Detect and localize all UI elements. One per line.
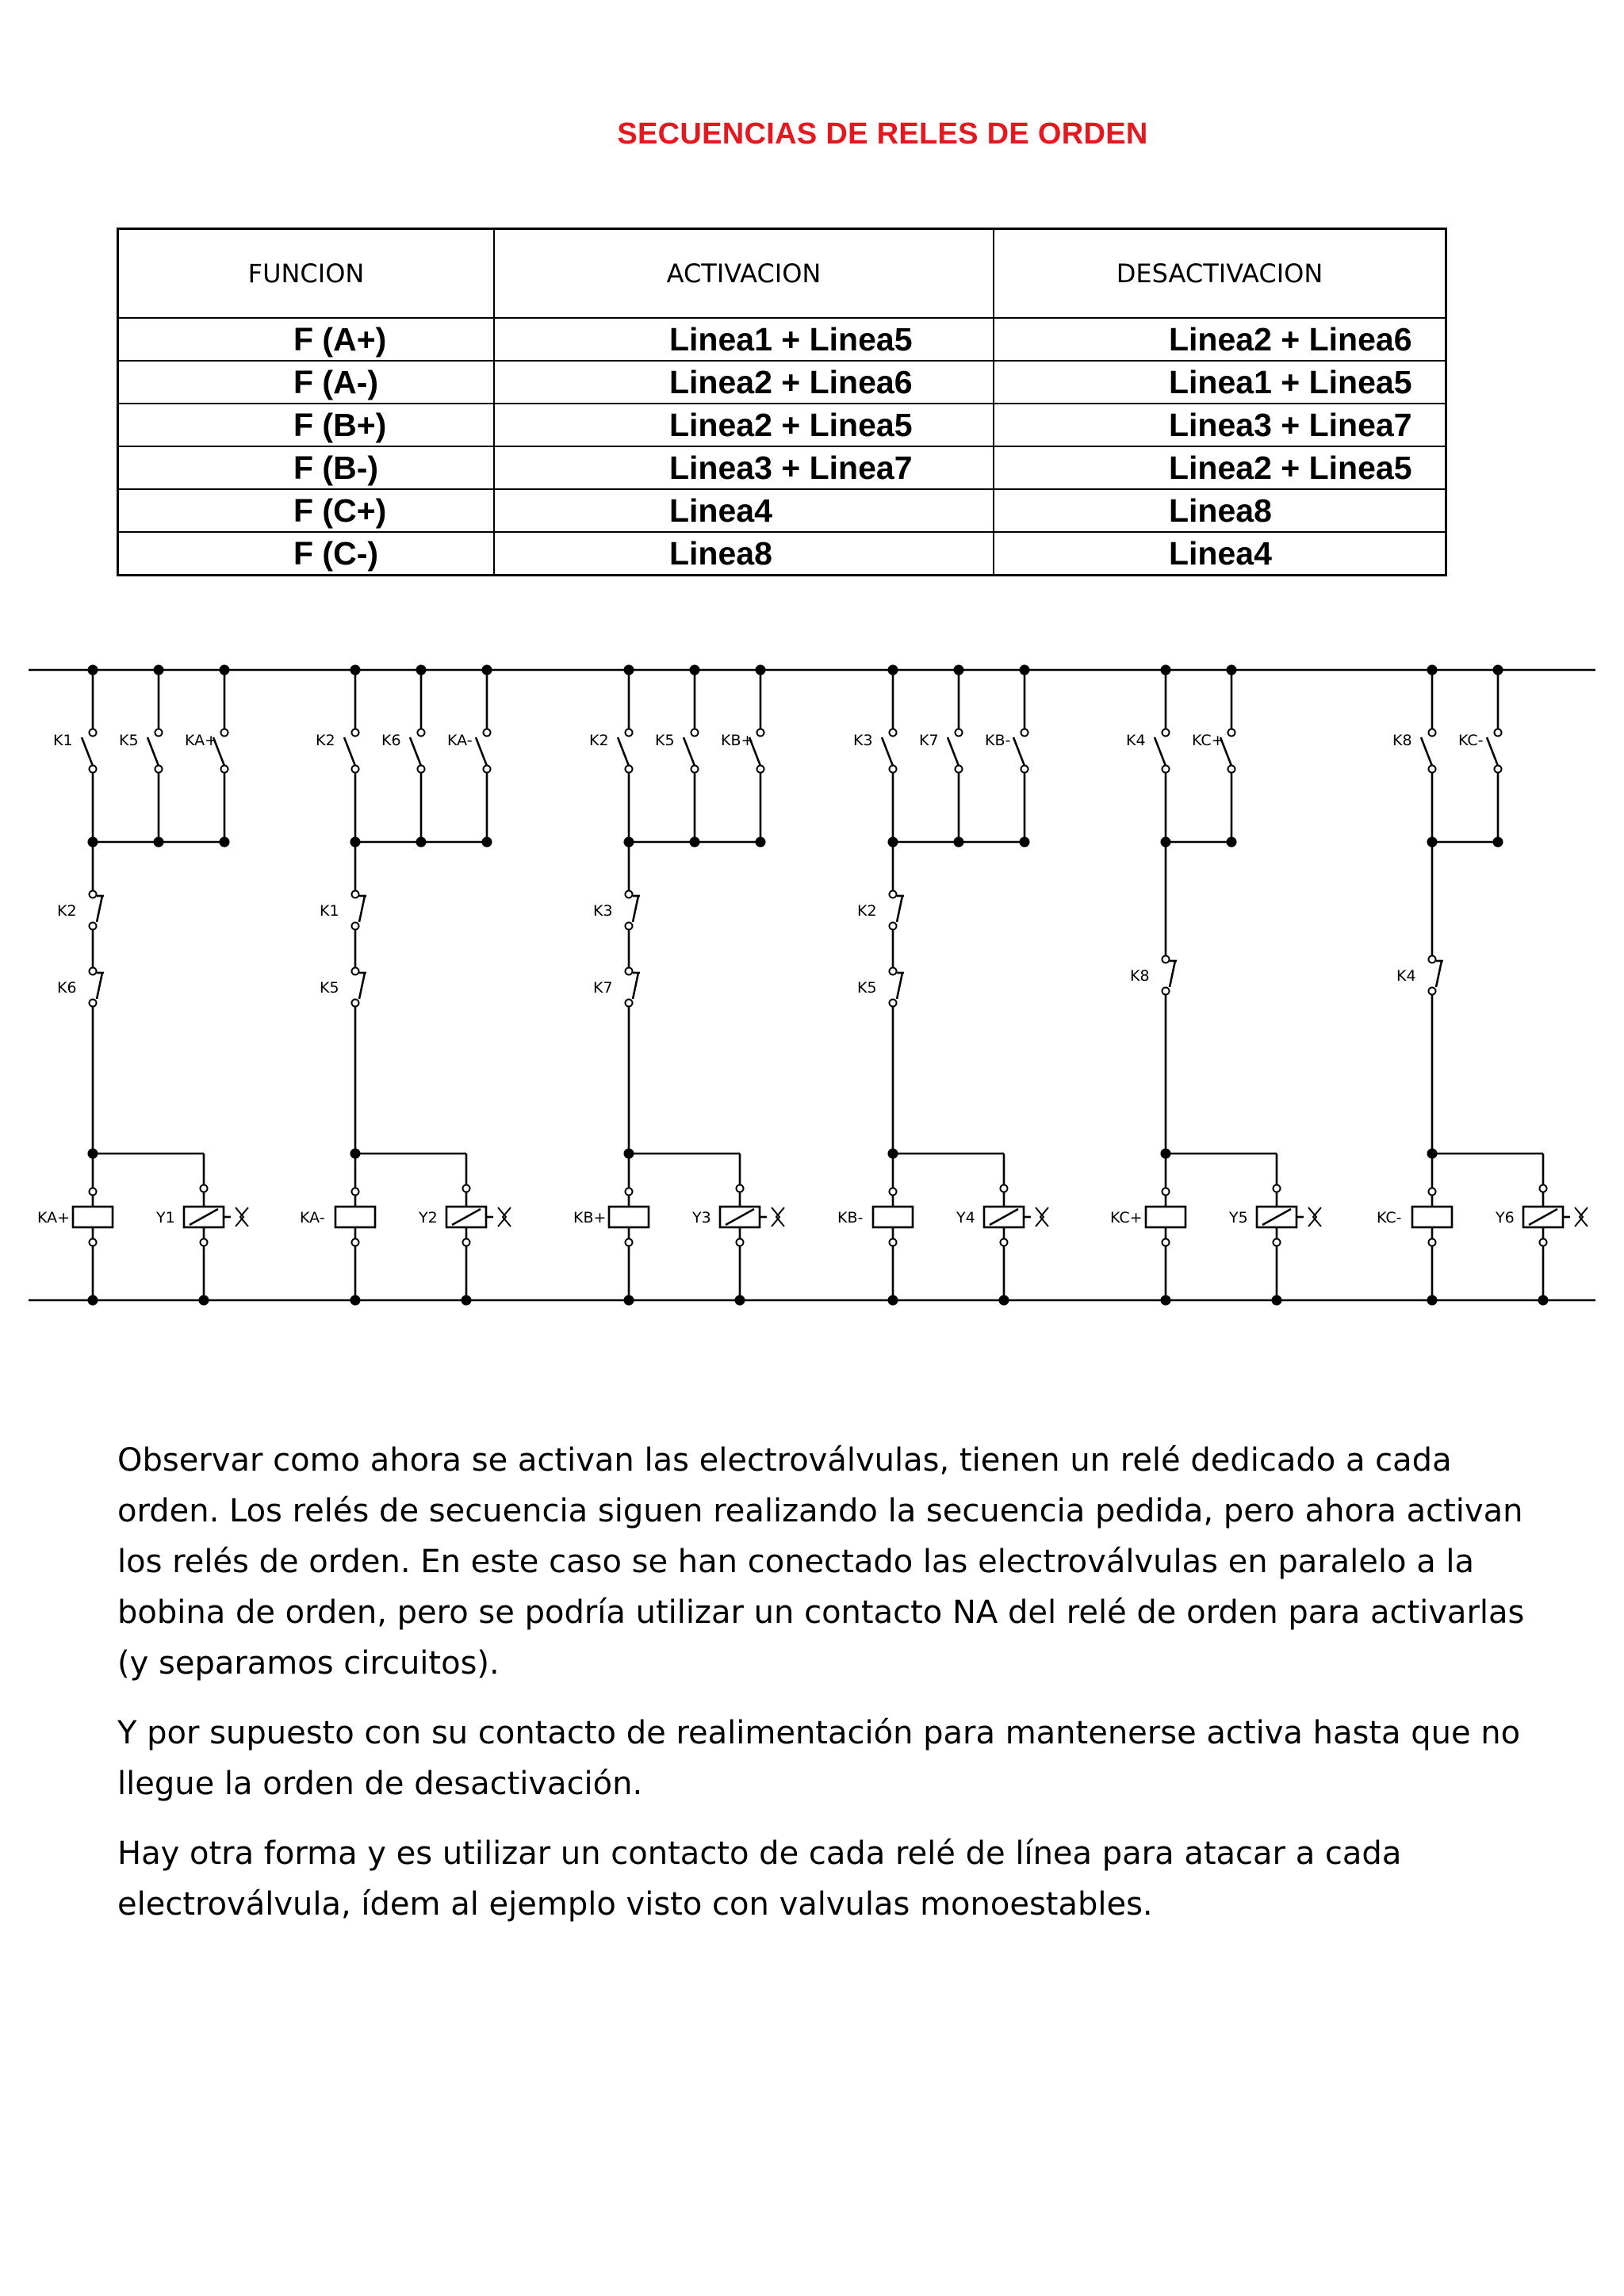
component-label: Y2 (419, 1209, 438, 1226)
component-label: KB- (985, 732, 1011, 749)
activacion-cell: Linea3 + Linea7 (494, 446, 994, 489)
component-label: KC+ (1192, 732, 1224, 749)
terminal (352, 766, 359, 773)
nc-contact-blade (359, 896, 365, 922)
valve-actuator-symbol (1308, 1207, 1321, 1226)
terminal (90, 968, 97, 975)
terminal (352, 1000, 359, 1007)
terminal (1001, 1185, 1008, 1192)
terminal (890, 1239, 897, 1246)
terminal (890, 1000, 897, 1007)
component-label: KC- (1377, 1209, 1402, 1226)
nc-contact-blade (97, 896, 102, 922)
terminal (1274, 1239, 1281, 1246)
terminal (1162, 988, 1170, 995)
relay-coil (1412, 1207, 1452, 1227)
terminal (737, 1185, 744, 1192)
no-contact-blade (147, 737, 159, 766)
activacion-cell: Linea2 + Linea5 (494, 404, 994, 446)
junction-dot (624, 1295, 634, 1306)
valve-actuator-symbol (772, 1207, 784, 1226)
sequence-table (117, 228, 1447, 576)
nc-contact-blade (897, 973, 902, 999)
solenoid-diagonal (190, 1209, 218, 1225)
terminal (90, 729, 97, 737)
funcion-cell: F (B+) (118, 404, 495, 446)
terminal (890, 1188, 897, 1196)
paragraph: Y por supuesto con su contacto de realimentación para mantenerse activa hasta que no llegue la orden de desactivación. (117, 1715, 1521, 1802)
solenoid-diagonal (990, 1209, 1018, 1225)
valve-actuator-symbol (1575, 1207, 1588, 1226)
relay-coil (73, 1207, 113, 1227)
junction-dot (1272, 1295, 1282, 1306)
junction-dot (1427, 1295, 1438, 1306)
relay-coil (873, 1207, 913, 1227)
terminal (484, 729, 491, 737)
no-contact-blade (1487, 737, 1498, 766)
component-label: K2 (857, 902, 877, 920)
component-label: Y6 (1496, 1209, 1515, 1226)
component-label: KA+ (185, 732, 218, 749)
terminal (890, 923, 897, 930)
terminal (956, 729, 963, 737)
table-row (118, 318, 1446, 361)
terminal (463, 1239, 470, 1246)
terminal (626, 968, 633, 975)
funcion-cell: F (C-) (118, 532, 495, 576)
terminal (1429, 988, 1436, 995)
desactivacion-cell: Linea1 + Linea5 (994, 361, 1446, 404)
activacion-cell: Linea4 (494, 489, 994, 532)
terminal (221, 766, 228, 773)
component-label: KC+ (1110, 1209, 1143, 1226)
relay-coil (1146, 1207, 1185, 1227)
solenoid-diagonal (1262, 1209, 1291, 1225)
component-label: KB+ (573, 1209, 607, 1226)
terminal (757, 766, 764, 773)
terminal (201, 1185, 208, 1192)
component-label: KC- (1458, 732, 1484, 749)
desactivacion-cell: Linea2 + Linea5 (994, 446, 1446, 489)
terminal (418, 766, 425, 773)
no-contact-blade (882, 737, 893, 766)
no-contact-blade (410, 737, 421, 766)
desactivacion-cell: Linea2 + Linea6 (994, 318, 1446, 361)
circuit-2 (300, 665, 511, 1306)
table-row (118, 489, 1446, 532)
table-row (118, 361, 1446, 404)
terminal (626, 923, 633, 930)
nc-contact-blade (1436, 961, 1442, 987)
component-label: K7 (919, 732, 939, 749)
terminal (484, 766, 491, 773)
paragraph: Observar como ahora se activan las electroválvulas, tienen un relé dedicado a cada orden. Los relés de secuencia siguen realizando la secuencia pedida, pero ahora activan los relés de orden. En este caso se han conectado las electroválvulas en paralelo a la bobina de orden, pero se podría utilizar un contacto NA del relé de orden para activarlas (y separamos circuitos). (117, 1442, 1525, 1682)
table-header-row (118, 229, 1446, 319)
terminal (1162, 1239, 1170, 1246)
no-contact-blade (82, 737, 93, 766)
terminal (1162, 1188, 1170, 1196)
component-label: KB- (837, 1209, 864, 1226)
terminal (1021, 729, 1028, 737)
solenoid-diagonal (452, 1209, 481, 1225)
terminal (90, 1188, 97, 1196)
funcion-cell: F (A-) (118, 361, 495, 404)
terminal (1540, 1239, 1547, 1246)
terminal (155, 729, 163, 737)
terminal (890, 891, 897, 898)
nc-contact-blade (633, 973, 638, 999)
desactivacion-cell: Linea3 + Linea7 (994, 404, 1446, 446)
component-label: K5 (655, 732, 675, 749)
terminal (1429, 956, 1436, 963)
junction-dot (1538, 1295, 1549, 1306)
no-contact-blade (618, 737, 629, 766)
circuit-6 (1377, 665, 1588, 1306)
valve-actuator-symbol (1036, 1207, 1048, 1226)
component-label: K7 (593, 979, 613, 997)
terminal (352, 1188, 359, 1196)
nc-contact-blade (1170, 961, 1175, 987)
component-label: K4 (1126, 732, 1146, 749)
component-label: K5 (857, 979, 877, 997)
paragraph: Hay otra forma y es utilizar un contacto de cada relé de línea para atacar a cada electroválvula, ídem al ejemplo visto con valvulas monoestables. (117, 1835, 1402, 1923)
junction-dot (1161, 1295, 1171, 1306)
terminal (352, 891, 359, 898)
component-label: K1 (320, 902, 339, 920)
junction-dot (88, 1295, 98, 1306)
terminal (1429, 729, 1436, 737)
terminal (956, 766, 963, 773)
component-label: KA- (300, 1209, 325, 1226)
component-label: K4 (1396, 967, 1416, 985)
terminal (90, 1000, 97, 1007)
component-label: K6 (381, 732, 401, 749)
funcion-cell: F (C+) (118, 489, 495, 532)
component-label: K1 (53, 732, 73, 749)
terminal (221, 729, 228, 737)
terminal (1021, 766, 1028, 773)
terminal (352, 968, 359, 975)
terminal (1429, 766, 1436, 773)
relay-coil (609, 1207, 649, 1227)
column-header-funcion: FUNCION (118, 229, 495, 319)
component-label: K5 (119, 732, 139, 749)
terminal (90, 923, 97, 930)
terminal (757, 729, 764, 737)
terminal (352, 923, 359, 930)
circuit-3 (573, 665, 784, 1306)
terminal (1228, 766, 1235, 773)
explanation-text (117, 1435, 1537, 1949)
no-contact-blade (476, 737, 487, 766)
terminal (90, 766, 97, 773)
terminal (90, 1239, 97, 1246)
terminal (890, 968, 897, 975)
table-row (118, 532, 1446, 576)
funcion-cell: F (A+) (118, 318, 495, 361)
nc-contact-blade (359, 973, 365, 999)
component-label: K6 (57, 979, 77, 997)
terminal (737, 1239, 744, 1246)
component-label: KA- (447, 732, 473, 749)
terminal (1162, 956, 1170, 963)
solenoid-diagonal (1529, 1209, 1557, 1225)
no-contact-blade (948, 737, 959, 766)
circuit-1 (37, 665, 248, 1306)
component-label: K3 (853, 732, 873, 749)
circuit-4 (837, 665, 1048, 1306)
terminal (201, 1239, 208, 1246)
terminal (626, 1188, 633, 1196)
relay-coil (335, 1207, 375, 1227)
component-label: K2 (57, 902, 77, 920)
activacion-cell: Linea8 (494, 532, 994, 576)
no-contact-blade (1155, 737, 1166, 766)
component-label: Y4 (956, 1209, 975, 1226)
solenoid-diagonal (726, 1209, 754, 1225)
terminal (1001, 1239, 1008, 1246)
terminal (1429, 1239, 1436, 1246)
funcion-cell: F (B-) (118, 446, 495, 489)
nc-contact-blade (897, 896, 902, 922)
nc-contact-blade (97, 973, 102, 999)
relay-ladder-diagram (0, 618, 1624, 1332)
table-row (118, 446, 1446, 489)
terminal (1540, 1185, 1547, 1192)
circuit-5 (1110, 665, 1321, 1306)
terminal (352, 1239, 359, 1246)
component-label: Y3 (692, 1209, 711, 1226)
component-label: Y5 (1229, 1209, 1248, 1226)
terminal (155, 766, 163, 773)
component-label: K8 (1392, 732, 1412, 749)
activacion-cell: Linea1 + Linea5 (494, 318, 994, 361)
no-contact-blade (684, 737, 695, 766)
column-header-desactivacion: DESACTIVACION (994, 229, 1446, 319)
junction-dot (199, 1295, 209, 1306)
component-label: K2 (589, 732, 609, 749)
terminal (890, 766, 897, 773)
component-label: K8 (1130, 967, 1150, 985)
table-row (118, 404, 1446, 446)
desactivacion-cell: Linea8 (994, 489, 1446, 532)
desactivacion-cell: Linea4 (994, 532, 1446, 576)
terminal (1429, 1188, 1436, 1196)
activacion-cell: Linea2 + Linea6 (494, 361, 994, 404)
terminal (1274, 1185, 1281, 1192)
no-contact-blade (1421, 737, 1432, 766)
terminal (418, 729, 425, 737)
component-label: KB+ (721, 732, 754, 749)
terminal (1228, 729, 1235, 737)
terminal (352, 729, 359, 737)
nc-contact-blade (633, 896, 638, 922)
terminal (691, 729, 699, 737)
valve-actuator-symbol (498, 1207, 511, 1226)
terminal (1162, 766, 1170, 773)
component-label: Y1 (156, 1209, 175, 1226)
terminal (626, 729, 633, 737)
terminal (90, 891, 97, 898)
terminal (463, 1185, 470, 1192)
no-contact-blade (1013, 737, 1025, 766)
component-label: KA+ (37, 1209, 71, 1226)
junction-dot (462, 1295, 472, 1306)
component-label: K3 (593, 902, 613, 920)
terminal (626, 1000, 633, 1007)
terminal (691, 766, 699, 773)
terminal (1495, 766, 1502, 773)
column-header-activacion: ACTIVACION (494, 229, 994, 319)
component-label: K2 (316, 732, 335, 749)
terminal (626, 766, 633, 773)
terminal (890, 729, 897, 737)
document-title: SECUENCIAS DE RELES DE ORDEN (617, 117, 1148, 151)
terminal (1495, 729, 1502, 737)
junction-dot (350, 1295, 361, 1306)
no-contact-blade (344, 737, 355, 766)
terminal (626, 891, 633, 898)
junction-dot (735, 1295, 745, 1306)
junction-dot (888, 1295, 898, 1306)
valve-actuator-symbol (236, 1207, 248, 1226)
terminal (1162, 729, 1170, 737)
component-label: K5 (320, 979, 339, 997)
junction-dot (999, 1295, 1009, 1306)
terminal (626, 1239, 633, 1246)
